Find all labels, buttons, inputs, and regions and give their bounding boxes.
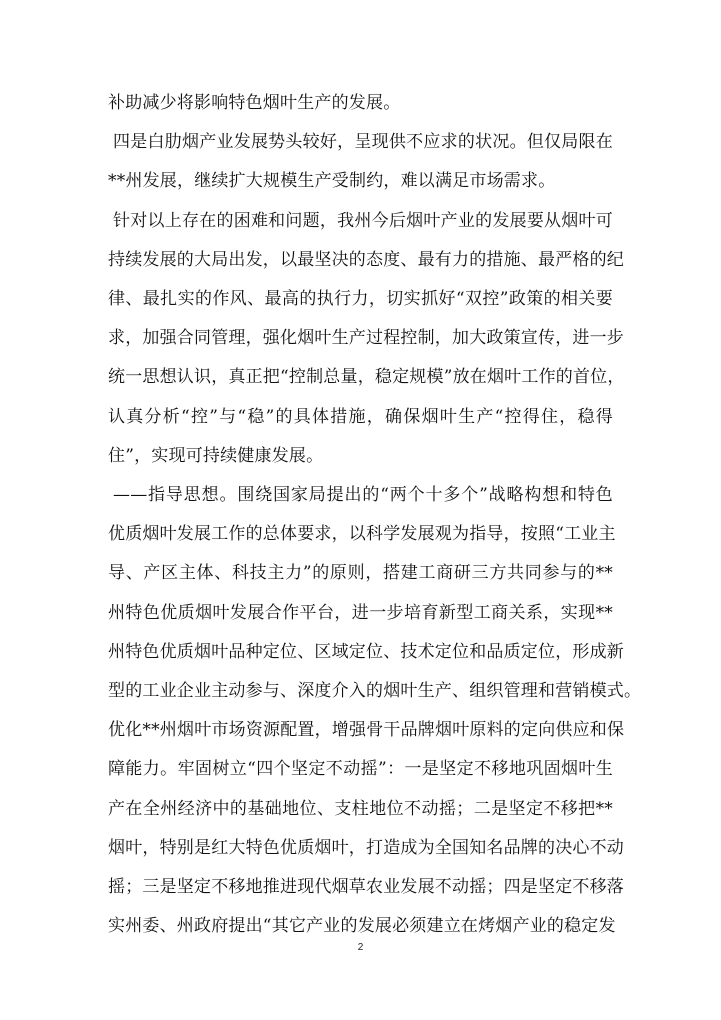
text-line: 型的工业企业主动参与、深度介入的烟叶生产、组织管理和营销模式。 <box>108 681 642 701</box>
text-line: 实州委、州政府提出“其它产业的发展必须建立在烤烟产业的稳定发 <box>108 916 616 936</box>
text-line: **州发展，继续扩大规模生产受制约，难以满足市场需求。 <box>108 171 556 191</box>
text-line: 导、产区主体、科技主力”的原则，搭建工商研三方共同参与的** <box>108 563 613 583</box>
text-line: 摇；三是坚定不移地推进现代烟草农业发展不动摇；四是坚定不移落 <box>108 877 624 897</box>
text-line: 四是白肋烟产业发展势头较好，呈现供不应求的状况。但仅局限在 <box>113 132 613 152</box>
text-line: 律、最扎实的作风、最高的执行力，切实抓好“双控”政策的相关要 <box>108 289 613 309</box>
page-number: 2 <box>357 942 364 953</box>
text-line: 求，加强合同管理，强化烟叶生产过程控制，加大政策宣传，进一步 <box>108 328 624 348</box>
text-line: 统一思想认识，真正把“控制总量，稳定规模”放在烟叶工作的首位， <box>108 367 625 387</box>
text-line: 优质烟叶发展工作的总体要求，以科学发展观为指导，按照“工业主 <box>108 524 616 544</box>
text-line: 州特色优质烟叶发展合作平台，进一步培育新型工商关系，实现** <box>108 603 613 623</box>
text-line: 针对以上存在的困难和问题，我州今后烟叶产业的发展要从烟叶可 <box>113 211 613 231</box>
text-line: 产在全州经济中的基础地位、支柱地位不动摇；二是坚定不移把** <box>108 799 613 819</box>
text-line: 持续发展的大局出发，以最坚决的态度、最有力的措施、最严格的纪 <box>108 250 624 270</box>
text-line: 优化**州烟叶市场资源配置，增强骨干品牌烟叶原料的定向供应和保 <box>108 720 625 740</box>
text-line: 补助减少将影响特色烟叶生产的发展。 <box>108 93 401 113</box>
text-line: 州特色优质烟叶品种定位、区域定位、技术定位和品质定位，形成新 <box>108 642 624 662</box>
text-line: 烟叶，特别是红大特色优质烟叶，打造成为全国知名品牌的决心不动 <box>108 838 624 858</box>
text-line: 住”，实现可持续健康发展。 <box>108 446 324 466</box>
text-line: 障能力。牢固树立“四个坚定不动摇”：一是坚定不移地巩固烟叶生 <box>108 759 613 779</box>
text-line: 认真分析“控”与“稳”的具体措施，确保烟叶生产“控得住，稳得 <box>108 407 613 427</box>
text-line: ——指导思想。围绕国家局提出的“两个十多个”战略构想和特色 <box>113 485 613 505</box>
